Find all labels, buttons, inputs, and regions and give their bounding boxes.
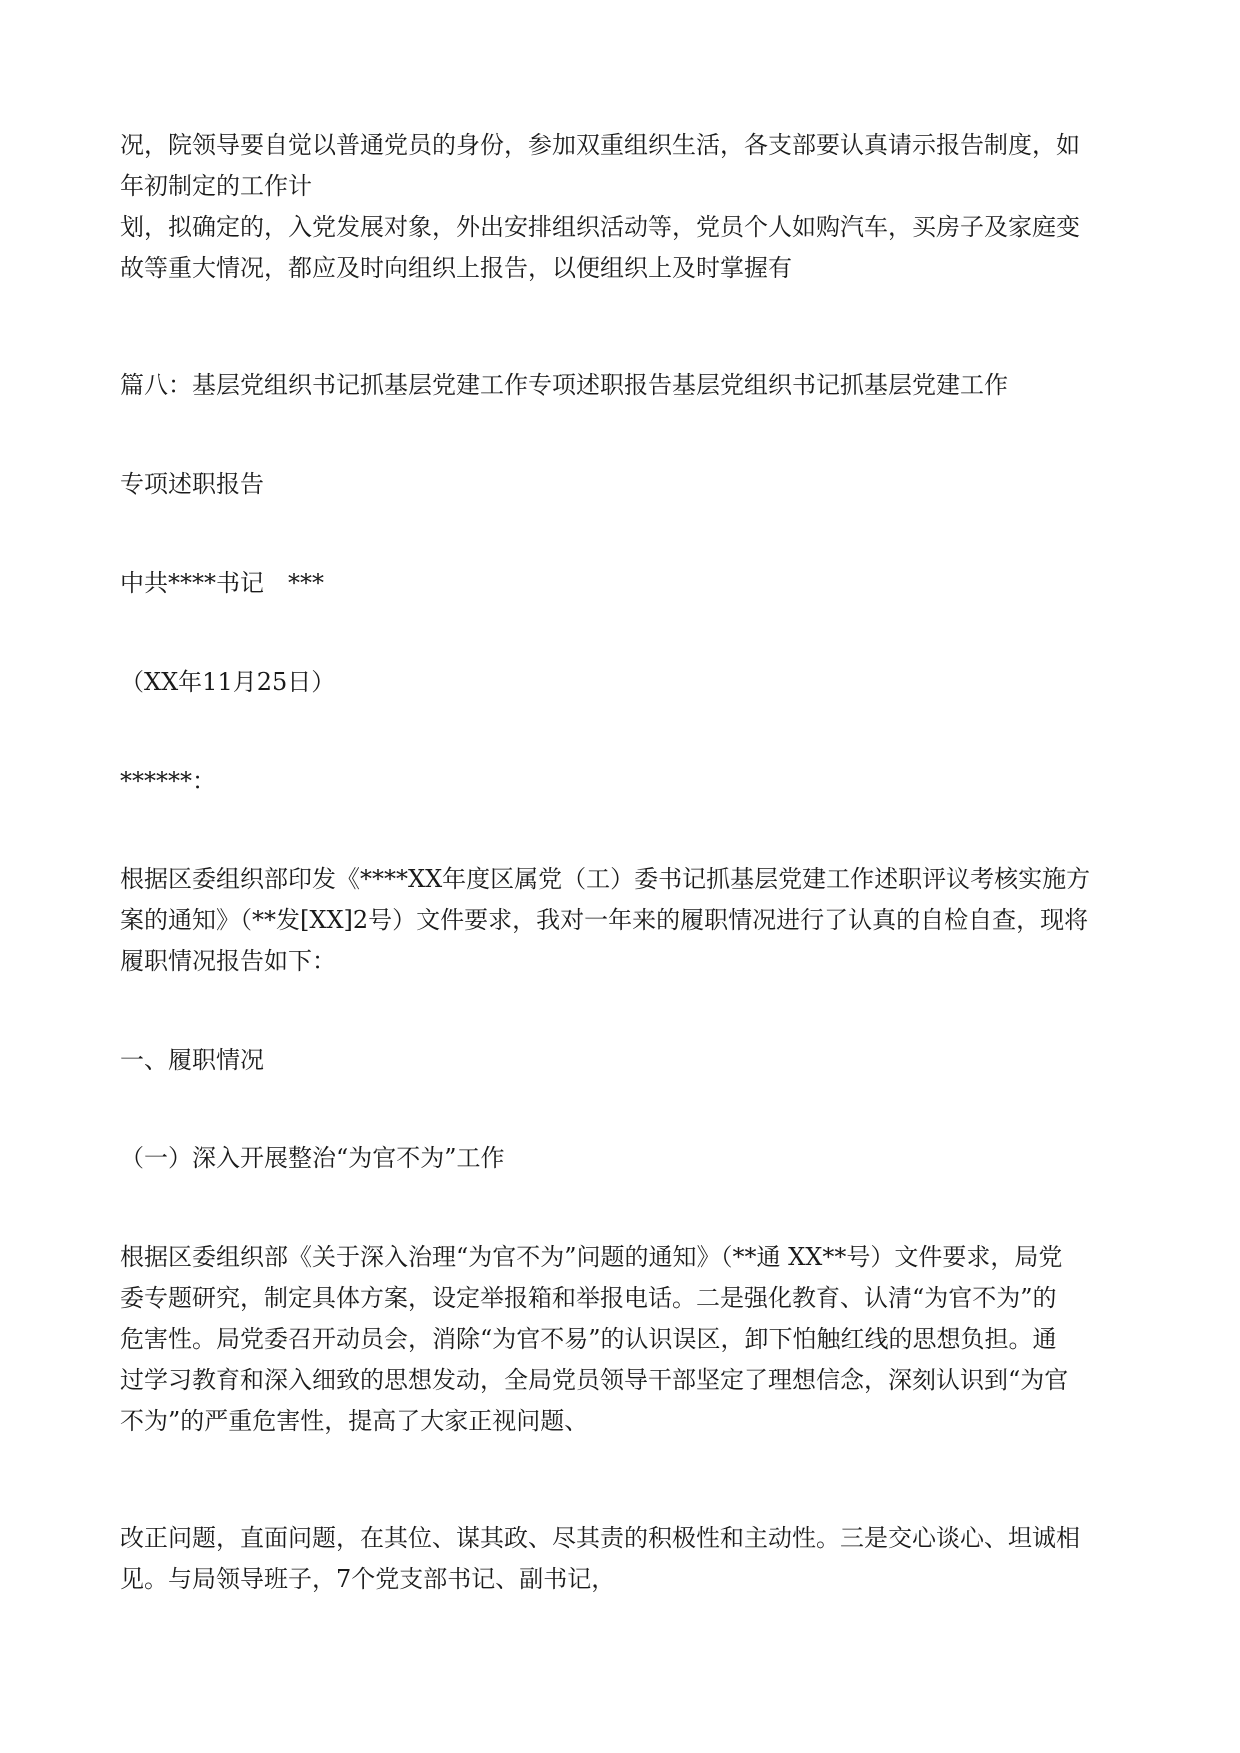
text-line: 危害性。局党委召开动员会，消除“为官不易”的认识误区，卸下怕触红线的思想负担。通 — [120, 1325, 1057, 1353]
salutation-line: ******： — [120, 767, 216, 795]
text-line: 不为”的严重危害性，提高了大家正视问题、 — [120, 1407, 589, 1435]
text-line: 故等重大情况，都应及时向组织上报告，以便组织上及时掌握有 — [120, 254, 792, 282]
text-line: 年初制定的工作计 — [120, 172, 312, 200]
subsection-heading: （一）深入开展整治“为官不为”工作 — [120, 1144, 505, 1172]
text-line: 委专题研究，制定具体方案，设定举报箱和举报电话。二是强化教育、认清“为官不为”的 — [120, 1284, 1057, 1312]
text-line: 见。与局领导班子，7个党支部书记、副书记， — [120, 1565, 616, 1593]
text-line: 划，拟确定的，入党发展对象，外出安排组织活动等，党员个人如购汽车，买房子及家庭变 — [120, 213, 1080, 241]
text-line: 改正问题，直面问题，在其位、谋其政、尽其责的积极性和主动性。三是交心谈心、坦诚相 — [120, 1524, 1080, 1552]
report-title-line: 专项述职报告 — [120, 470, 264, 498]
text-line: 根据区委组织部印发《****XX年度区属党（工）委书记抓基层党建工作述职评议考核实施方 — [120, 865, 1091, 893]
author-line: 中共****书记 *** — [120, 569, 324, 597]
text-line: 根据区委组织部《关于深入治理“为官不为”问题的通知》（**通 XX**号）文件要求，局党 — [120, 1243, 1063, 1271]
date-line: （XX年11月25日） — [120, 668, 336, 696]
section-heading: 一、履职情况 — [120, 1046, 264, 1074]
section-heading: 篇八：基层党组织书记抓基层党建工作专项述职报告基层党组织书记抓基层党建工作 — [120, 371, 1008, 399]
text-line: 过学习教育和深入细致的思想发动，全局党员领导干部坚定了理想信念，深刻认识到“为官 — [120, 1366, 1069, 1394]
text-line: 况，院领导要自觉以普通党员的身份，参加双重组织生活，各支部要认真请示报告制度，如 — [120, 131, 1080, 159]
text-line: 履职情况报告如下： — [120, 947, 336, 975]
text-line: 案的通知》（**发[XX]2号）文件要求，我对一年来的履职情况进行了认真的自检自查，现将 — [120, 906, 1089, 934]
